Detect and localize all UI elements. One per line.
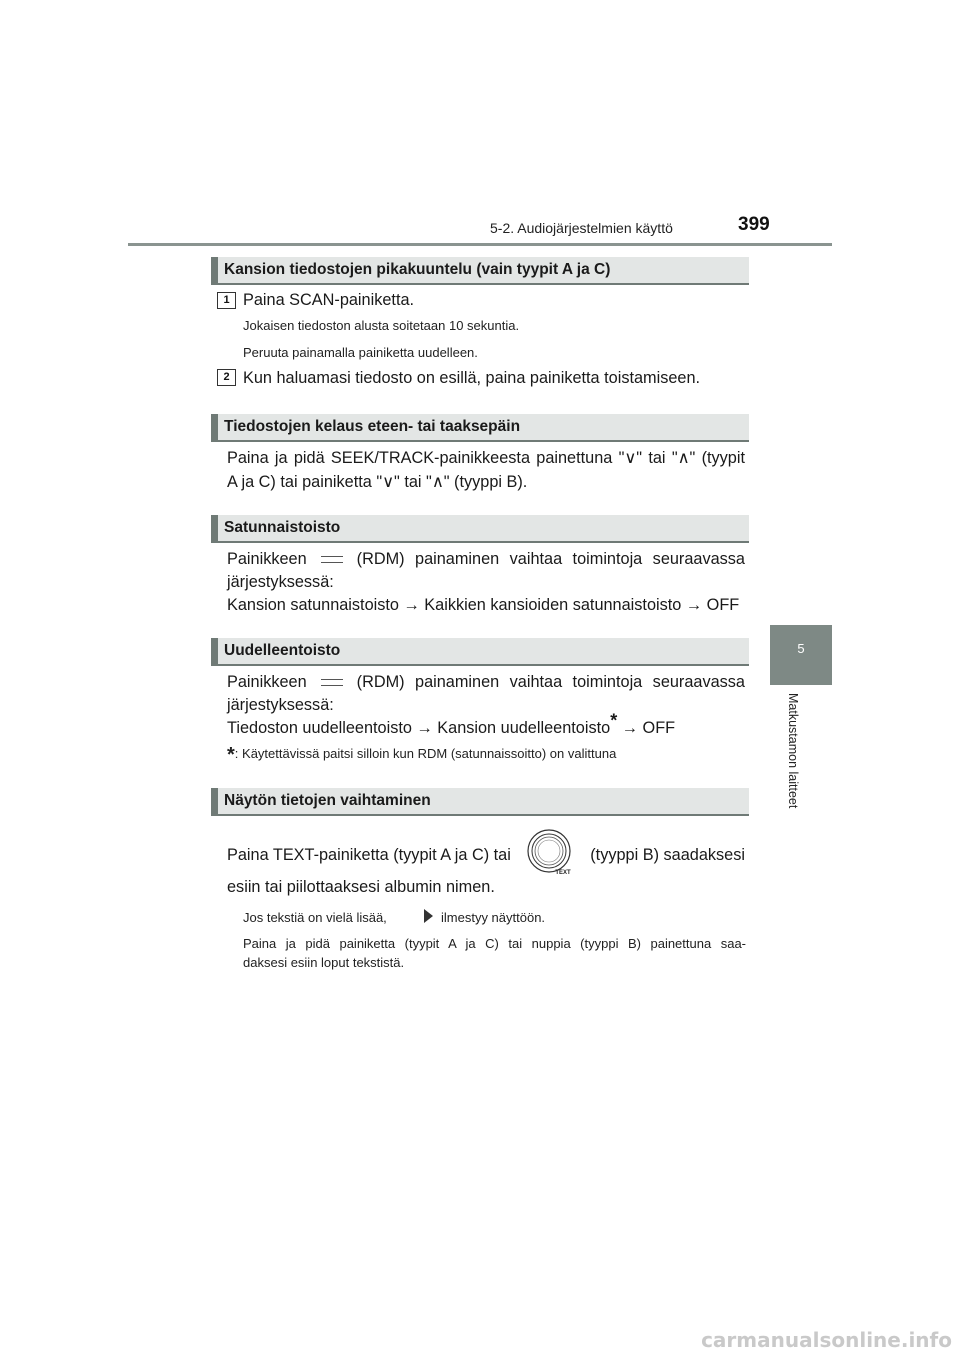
section-heading-repeat [211, 638, 749, 666]
seek-paragraph-line-1: Paina ja pidä SEEK/TRACK-painikkeesta painettuna "∨" tai "∧" (tyypit [227, 449, 745, 467]
display-note-1-start: Jos tekstiä on vielä lisää, [243, 910, 387, 925]
step-number-2: 2 [217, 369, 236, 386]
page-number: 399 [738, 214, 770, 235]
rdm-button-icon [321, 556, 343, 563]
random-paragraph-line-1 [227, 547, 745, 571]
section-title: Näytön tietojen vaihtaminen [224, 792, 431, 809]
random-paragraph-line-2: järjestyksessä: [227, 573, 334, 591]
text-knob-icon [527, 829, 573, 875]
repeat-text-end: (RDM) painaminen vaihtaa toimintoja seuraavassa [356, 673, 745, 691]
knob-label: TEXT [555, 870, 571, 875]
watermark-text: carmanualsonline.info [701, 1328, 952, 1352]
chapter-number: 5 [797, 641, 805, 656]
section-accent-bar [211, 788, 218, 814]
display-paragraph-line-1-end: (tyyppi B) saadaksesi [590, 846, 745, 864]
footnote-text: : Käytettävissä paitsi silloin kun RDM (satunnaissoitto) on valittuna [234, 746, 617, 761]
section-heading-display [211, 788, 749, 816]
section-heading-scan [211, 257, 749, 285]
section-accent-bar [211, 638, 218, 664]
repeat-sequence-start: Tiedoston uudelleentoisto → Kansion uudelleentoisto [227, 719, 611, 737]
display-paragraph-line-2: esiin tai piilottaaksesi albumin nimen. [227, 878, 495, 896]
step-1-note-1: Jokaisen tiedoston alusta soitetaan 10 sekuntia. [243, 318, 520, 333]
section-title: Satunnaistoisto [224, 519, 341, 536]
seek-paragraph-line-2: A ja C) tai painiketta "∨" tai "∧" (tyyppi B). [227, 473, 528, 491]
step-1-note-2: Peruuta painamalla painiketta uudelleen. [243, 345, 478, 360]
random-paragraph-line-3: Kansion satunnaistoisto → Kaikkien kansioiden satunnaistoisto → OFF [227, 596, 740, 614]
repeat-sequence-end: → OFF [617, 719, 676, 737]
section-title: Tiedostojen kelaus eteen- tai taaksepäin [224, 418, 521, 435]
section-accent-bar [211, 515, 218, 541]
display-note-2-line-1: Paina ja pidä painiketta (tyypit A ja C) tai nuppia (tyyppi B) painettuna saa- [243, 936, 746, 951]
section-title: Kansion tiedostojen pikakuuntelu (vain tyypit A ja C) [224, 261, 611, 278]
repeat-paragraph-line-3 [227, 710, 676, 740]
repeat-text-start: Painikkeen [227, 673, 307, 691]
section-title: Uudelleentoisto [224, 642, 341, 659]
section-accent-bar [211, 414, 218, 440]
display-paragraph-line-1-start: Paina TEXT-painiketta (tyypit A ja C) tai [227, 846, 511, 864]
repeat-footnote [227, 744, 616, 767]
footnote-marker: * [610, 710, 618, 731]
section-accent-bar [211, 257, 218, 283]
more-text-arrow-icon [424, 909, 433, 923]
chapter-label: Matkustamon laitteet [786, 693, 800, 809]
repeat-paragraph-line-1 [227, 670, 745, 694]
section-heading-seek [211, 414, 749, 442]
header-rule [128, 243, 832, 246]
footnote-star: * [227, 744, 235, 766]
display-note-2-line-2: daksesi esiin loput tekstistä. [243, 955, 405, 970]
random-text-start: Painikkeen [227, 550, 307, 568]
display-note-1-end: ilmestyy näyttöön. [441, 910, 546, 925]
repeat-paragraph-line-2: järjestyksessä: [227, 696, 334, 714]
random-text-end: (RDM) painaminen vaihtaa toimintoja seuraavassa [356, 550, 745, 568]
step-2-text: Kun haluamasi tiedosto on esillä, paina painiketta toistamiseen. [243, 369, 701, 387]
step-1-text: Paina SCAN-painiketta. [243, 291, 415, 309]
section-heading-random [211, 515, 749, 543]
rdm-button-icon [321, 679, 343, 686]
step-number-1: 1 [217, 292, 236, 309]
running-header-title: 5-2. Audiojärjestelmien käyttö [490, 220, 673, 236]
